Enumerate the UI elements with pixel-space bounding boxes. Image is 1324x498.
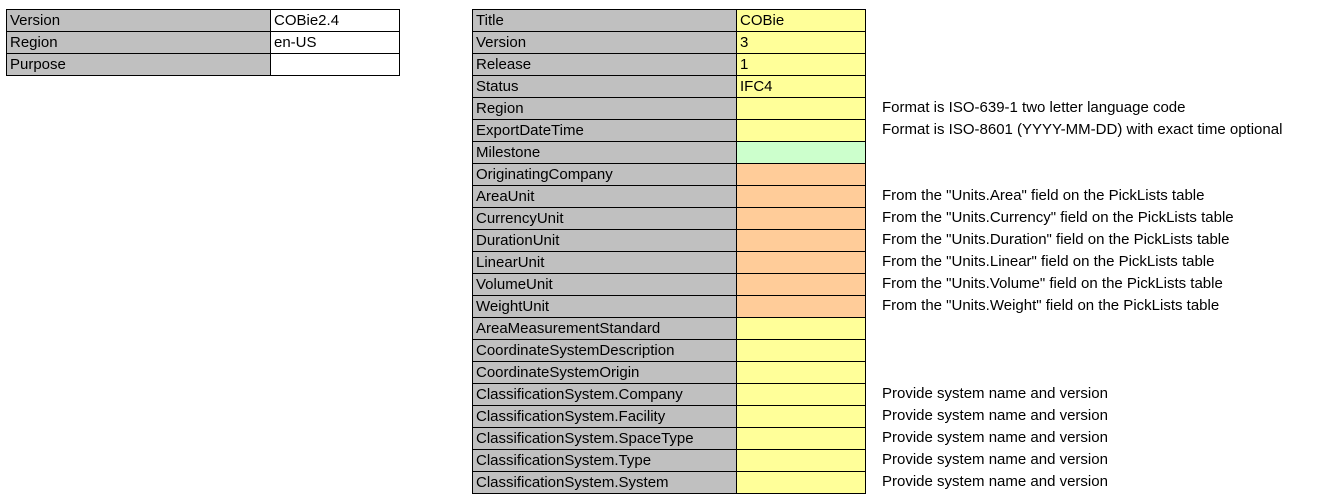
field-label-area-unit[interactable]: AreaUnit (473, 186, 737, 208)
note-classification-company[interactable]: Provide system name and version (882, 385, 1108, 402)
field-label-export-date-time[interactable]: ExportDateTime (473, 120, 737, 142)
table-row (473, 252, 866, 274)
table-row (473, 472, 866, 494)
field-label-classification-system[interactable]: ClassificationSystem.System (473, 472, 737, 494)
field-value-region[interactable]: en-US (271, 32, 400, 54)
note-export-date-time[interactable]: Format is ISO-8601 (YYYY-MM-DD) with exact time optional (882, 121, 1283, 138)
field-value-duration-unit[interactable] (737, 230, 866, 252)
field-label-milestone[interactable]: Milestone (473, 142, 737, 164)
table-row (473, 274, 866, 296)
field-label-region[interactable]: Region (7, 32, 271, 54)
note-milestone[interactable] (882, 141, 1322, 163)
field-value-status[interactable]: IFC4 (737, 76, 866, 98)
field-value-linear-unit[interactable] (737, 252, 866, 274)
table-row (473, 98, 866, 120)
field-value-classification-company[interactable] (737, 384, 866, 406)
field-value-classification-type[interactable] (737, 450, 866, 472)
table-row (473, 54, 866, 76)
field-value-weight-unit[interactable] (737, 296, 866, 318)
field-label-classification-space-type[interactable]: ClassificationSystem.SpaceType (473, 428, 737, 450)
field-value-area-measurement-standard[interactable] (737, 318, 866, 340)
note-classification-type[interactable]: Provide system name and version (882, 451, 1108, 468)
field-value-export-date-time[interactable] (737, 120, 866, 142)
field-label-originating-company[interactable]: OriginatingCompany (473, 164, 737, 186)
note-status[interactable] (882, 75, 1322, 97)
note-linear-unit[interactable]: From the "Units.Linear" field on the PickLists table (882, 253, 1215, 270)
field-value-release[interactable]: 1 (737, 54, 866, 76)
field-label-classification-facility[interactable]: ClassificationSystem.Facility (473, 406, 737, 428)
field-value-classification-facility[interactable] (737, 406, 866, 428)
note-originating-company[interactable] (882, 163, 1322, 185)
note-classification-space-type[interactable]: Provide system name and version (882, 429, 1108, 446)
note-release[interactable] (882, 53, 1322, 75)
table-row (473, 296, 866, 318)
table-row (473, 142, 866, 164)
field-value-coordinate-system-origin[interactable] (737, 362, 866, 384)
note-classification-system[interactable]: Provide system name and version (882, 473, 1108, 490)
note-region[interactable]: Format is ISO-639-1 two letter language code (882, 99, 1186, 116)
field-label-weight-unit[interactable]: WeightUnit (473, 296, 737, 318)
field-label-release[interactable]: Release (473, 54, 737, 76)
field-label-volume-unit[interactable]: VolumeUnit (473, 274, 737, 296)
field-label-coordinate-system-description[interactable]: CoordinateSystemDescription (473, 340, 737, 362)
table-row (473, 32, 866, 54)
note-version[interactable] (882, 31, 1322, 53)
field-value-area-unit[interactable] (737, 186, 866, 208)
table-row (473, 120, 866, 142)
table-row (473, 428, 866, 450)
field-value-region[interactable] (737, 98, 866, 120)
table-row (473, 164, 866, 186)
field-value-coordinate-system-description[interactable] (737, 340, 866, 362)
table-row (473, 318, 866, 340)
note-currency-unit[interactable]: From the "Units.Currency" field on the PickLists table (882, 209, 1234, 226)
field-label-version[interactable]: Version (473, 32, 737, 54)
note-classification-facility[interactable]: Provide system name and version (882, 407, 1108, 424)
field-value-classification-space-type[interactable] (737, 428, 866, 450)
field-label-duration-unit[interactable]: DurationUnit (473, 230, 737, 252)
note-duration-unit[interactable]: From the "Units.Duration" field on the PickLists table (882, 231, 1230, 248)
note-area-measurement-standard[interactable] (882, 317, 1322, 339)
header-info-table (6, 9, 400, 76)
table-row (7, 54, 400, 76)
field-value-title[interactable]: COBie (737, 10, 866, 32)
note-title[interactable] (882, 9, 1322, 31)
note-area-unit[interactable]: From the "Units.Area" field on the PickLists table (882, 187, 1205, 204)
field-label-area-measurement-standard[interactable]: AreaMeasurementStandard (473, 318, 737, 340)
field-label-region[interactable]: Region (473, 98, 737, 120)
field-label-currency-unit[interactable]: CurrencyUnit (473, 208, 737, 230)
table-row (473, 406, 866, 428)
table-row (473, 450, 866, 472)
field-label-version[interactable]: Version (7, 10, 271, 32)
note-weight-unit[interactable]: From the "Units.Weight" field on the PickLists table (882, 297, 1220, 314)
field-label-coordinate-system-origin[interactable]: CoordinateSystemOrigin (473, 362, 737, 384)
field-value-originating-company[interactable] (737, 164, 866, 186)
field-label-title[interactable]: Title (473, 10, 737, 32)
notes-column (882, 9, 1322, 493)
table-row (473, 362, 866, 384)
table-row (7, 32, 400, 54)
table-row (473, 230, 866, 252)
field-value-version[interactable]: 3 (737, 32, 866, 54)
field-label-linear-unit[interactable]: LinearUnit (473, 252, 737, 274)
table-row (473, 384, 866, 406)
field-value-version[interactable]: COBie2.4 (271, 10, 400, 32)
field-value-volume-unit[interactable] (737, 274, 866, 296)
note-coordinate-system-description[interactable] (882, 339, 1322, 361)
table-row (473, 340, 866, 362)
table-row (473, 208, 866, 230)
note-volume-unit[interactable]: From the "Units.Volume" field on the PickLists table (882, 275, 1223, 292)
field-label-classification-type[interactable]: ClassificationSystem.Type (473, 450, 737, 472)
table-row (7, 10, 400, 32)
note-coordinate-system-origin[interactable] (882, 361, 1322, 383)
field-value-purpose[interactable] (271, 54, 400, 76)
instruction-table (472, 9, 866, 494)
field-label-purpose[interactable]: Purpose (7, 54, 271, 76)
field-value-classification-system[interactable] (737, 472, 866, 494)
field-value-milestone[interactable] (737, 142, 866, 164)
table-row (473, 10, 866, 32)
field-value-currency-unit[interactable] (737, 208, 866, 230)
field-label-status[interactable]: Status (473, 76, 737, 98)
field-label-classification-company[interactable]: ClassificationSystem.Company (473, 384, 737, 406)
table-row (473, 186, 866, 208)
table-row (473, 76, 866, 98)
